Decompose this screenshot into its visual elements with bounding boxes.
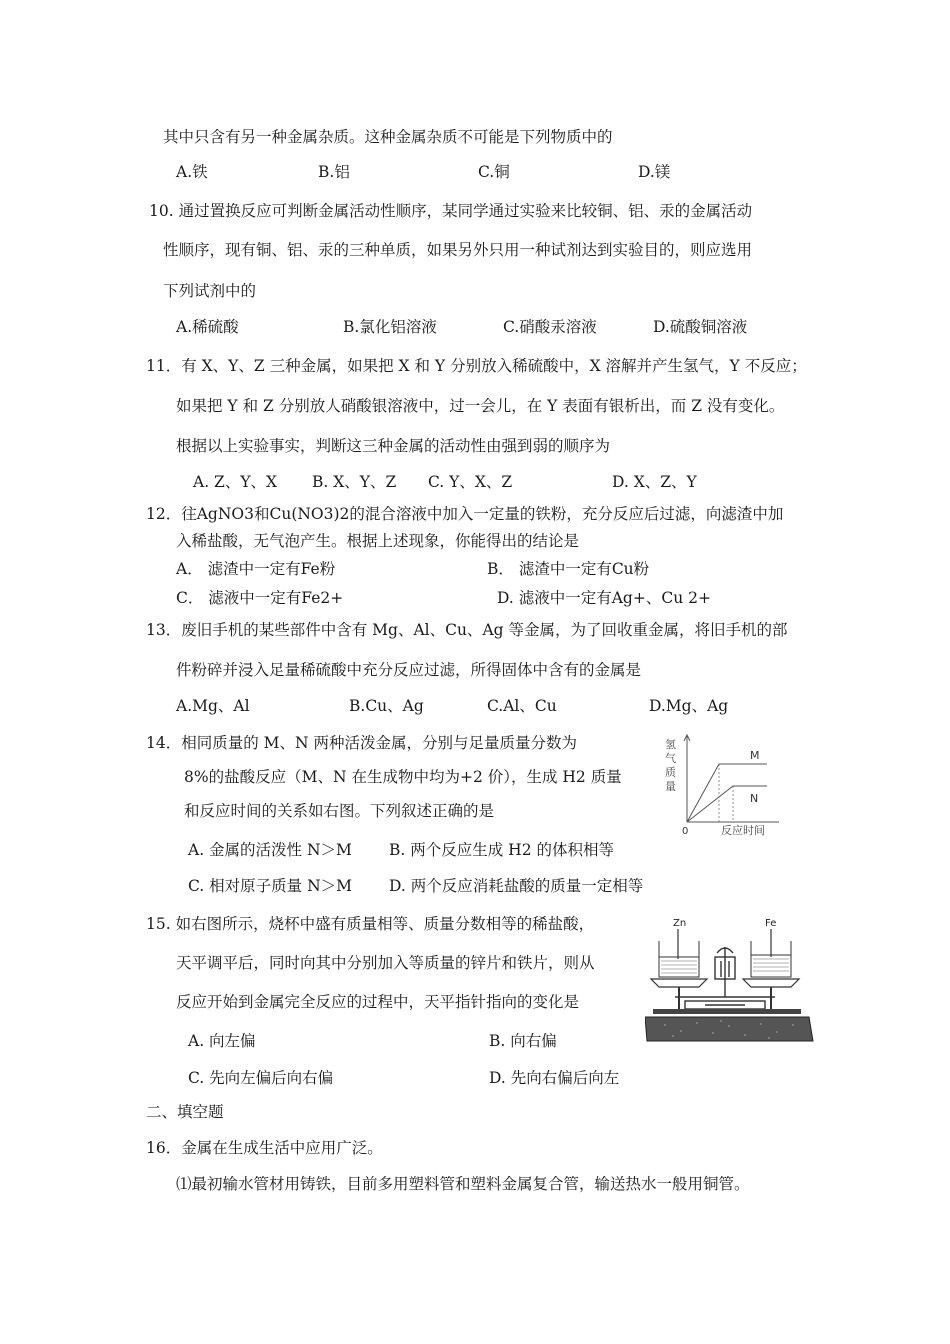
left-beaker: [659, 941, 699, 977]
graph-ylabel-char-3: 质: [665, 766, 676, 779]
q9-option-a: A.铁: [176, 163, 208, 181]
q13-option-c: C.Al、Cu: [487, 697, 557, 715]
q16-line-2: ⑴最初输水管材用铸铁，目前多用塑料管和塑料金属复合管，输送热水一般用铜管。: [176, 1175, 750, 1193]
q14-option-a: A. 金属的活泼性 N＞M: [188, 841, 352, 859]
right-beaker-liquid: [753, 959, 789, 971]
q12-line-2: 入稀盐酸，无气泡产生。根据上述现象，你能得出的结论是: [176, 532, 580, 550]
q14-line-3: 和反应时间的关系如右图。下列叙述正确的是: [184, 802, 495, 820]
balance-base: [645, 1017, 813, 1041]
q15-option-a: A. 向左偏: [188, 1032, 256, 1050]
q10-option-a: A.稀硫酸: [176, 318, 239, 336]
q11-option-a: A. Z、Y、X: [193, 473, 278, 491]
q11-line-2: 如果把 Y 和 Z 分别放人硝酸银溶液中，过一会儿，在 Y 表面有银析出，而 Z 没有变化。: [176, 397, 785, 415]
q14-line-2: 8%的盐酸反应（M、N 在生成物中均为+2 价），生成 H2 质量: [184, 768, 622, 786]
q13-option-a: A.Mg、Al: [176, 697, 250, 715]
q14-option-b: B. 两个反应生成 H2 的体积相等: [389, 841, 614, 859]
q13-option-b: B.Cu、Ag: [349, 697, 424, 715]
graph-label-n: N: [750, 792, 759, 805]
q15-line-2: 天平调平后，同时向其中分别加入等质量的锌片和铁片，则从: [176, 954, 595, 972]
q10-option-d: D.硫酸铜溶液: [653, 318, 748, 336]
q13-line-2: 件粉碎并浸入足量稀硫酸中充分反应过滤，所得固体中含有的金属是: [176, 661, 642, 679]
q9-stem: 其中只含有另一种金属杂质。这种金属杂质不可能是下列物质中的: [163, 128, 613, 146]
q14-line-1: 14．相同质量的 M、N 两种活泼金属，分别与足量质量分数为: [146, 734, 578, 752]
balance-top-plate: [653, 1009, 801, 1014]
q10-line-1: 10. 通过置换反应可判断金属活动性顺序，某同学通过实验来比较铜、铝、汞的金属活动: [149, 202, 753, 220]
q9-option-c: C.铜: [478, 163, 510, 181]
hydrogen-mass-graph: [655, 732, 785, 840]
q12-option-c: C． 滤液中一定有Fe2+: [176, 589, 344, 607]
q16-line-1: 16．金属在生成生活中应用广泛。: [146, 1139, 383, 1157]
balance-pointer: [715, 947, 735, 997]
graph-ylabel-char-2: 气: [665, 752, 676, 765]
q15-option-c: C. 先向左偏后向右偏: [188, 1069, 334, 1087]
q10-option-c: C.硝酸汞溶液: [503, 318, 597, 336]
q11-line-1: 11．有 X、Y、Z 三种金属，如果把 X 和 Y 分别放入稀硫酸中，X 溶解并产生氢气，Y 不反应；: [146, 357, 807, 375]
balance-figure: [645, 913, 820, 1050]
q9-option-d: D.镁: [638, 163, 671, 181]
graph-label-m: M: [750, 749, 760, 762]
q15-line-1: 15. 如右图所示，烧杯中盛有质量相等、质量分数相等的稀盐酸，: [146, 915, 595, 933]
section2-title: 二、填空题: [146, 1103, 224, 1121]
graph-ylabel-char-4: 量: [665, 780, 676, 793]
q14-option-d: D. 两个反应消耗盐酸的质量一定相等: [389, 877, 644, 895]
q9-option-b: B.铝: [318, 163, 350, 181]
graph-origin: 0: [682, 826, 689, 837]
q12-option-a: A． 滤渣中一定有Fe粉: [176, 560, 336, 578]
q13-option-d: D.Mg、Ag: [649, 697, 729, 715]
balance-beam: [675, 997, 775, 1009]
q10-line-2: 性顺序，现有铜、铝、汞的三种单质，如果另外只用一种试剂达到实验目的，则应选用: [163, 241, 753, 259]
zn-label: Zn: [673, 918, 687, 929]
q14-option-c: C. 相对原子质量 N＞M: [188, 877, 353, 895]
q12-option-b: B． 滤渣中一定有Cu粉: [487, 560, 650, 578]
graph-xlabel: 反应时间: [721, 824, 765, 837]
q15-option-d: D. 先向右偏后向左: [489, 1069, 620, 1087]
graph-ylabel-char-1: 氢: [665, 738, 676, 751]
q15-line-3: 反应开始到金属完全反应的过程中，天平指针指向的变化是: [176, 993, 580, 1011]
left-beaker-liquid: [661, 961, 697, 973]
q11-option-b: B. X、Y、Z: [312, 473, 397, 491]
q15-option-b: B. 向右偏: [489, 1032, 557, 1050]
q13-line-1: 13．废旧手机的某些部件中含有 Mg、Al、Cu、Ag 等金属，为了回收重金属，将旧手机的部: [146, 621, 788, 639]
fe-label: Fe: [765, 918, 777, 929]
q10-line-3: 下列试剂中的: [163, 282, 257, 300]
q11-line-3: 根据以上实验事实，判断这三种金属的活动性由强到弱的顺序为: [176, 437, 611, 455]
q10-option-b: B.氯化铝溶液: [343, 318, 437, 336]
q12-line-1: 12．往AgNO3和Cu(NO3)2的混合溶液中加入一定量的铁粉，充分反应后过滤，向滤渣中加: [146, 505, 784, 523]
q12-option-d: D. 滤液中一定有Ag+、Cu 2+: [497, 589, 711, 607]
q11-option-d: D. X、Z、Y: [612, 473, 697, 491]
q11-option-c: C. Y、X、Z: [428, 473, 513, 491]
